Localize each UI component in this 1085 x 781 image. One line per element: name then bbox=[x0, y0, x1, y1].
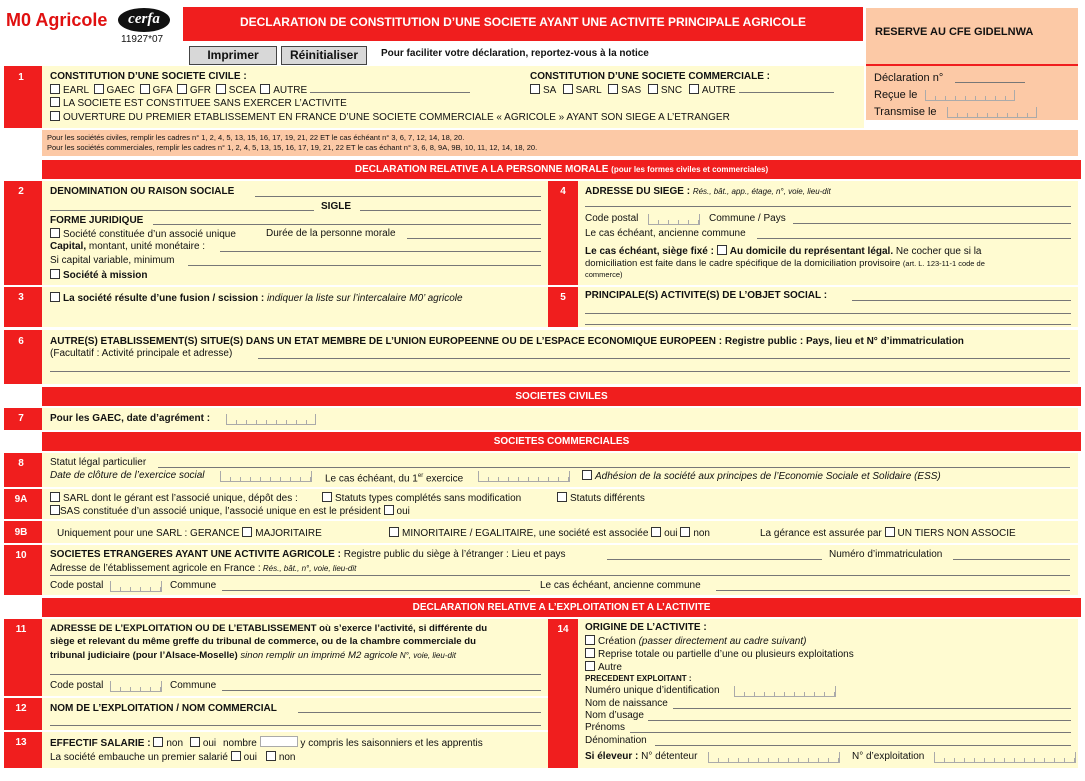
domicile-label: Au domicile du représentant légal. bbox=[729, 246, 894, 257]
premier-salarie-oui-checkbox[interactable] bbox=[231, 751, 241, 761]
capital-label: montant, unité monétaire : bbox=[86, 241, 206, 252]
cloture-field[interactable] bbox=[220, 471, 312, 482]
creation-label: Création bbox=[598, 636, 636, 647]
band-personne-morale bbox=[42, 160, 1081, 179]
band-personne-morale-sub: (pour les formes civiles et commerciales) bbox=[611, 165, 769, 174]
ess-label: Adhésion de la société aux principes de l’Economie Sociale et Solidaire (ESS) bbox=[595, 471, 941, 482]
section-13-number: 13 bbox=[15, 737, 27, 748]
ouverture-checkbox[interactable] bbox=[50, 111, 60, 121]
sarl-gerant-label: SARL dont le gérant est l’associé unique, dépôt des : bbox=[63, 493, 298, 504]
sigle-label: SIGLE bbox=[321, 201, 352, 212]
statuts-differents-row bbox=[557, 492, 645, 505]
forme-juridique-label: FORME JURIDIQUE bbox=[50, 215, 144, 226]
premier-exercice-label bbox=[325, 470, 463, 485]
band-personne-morale-title: DECLARATION RELATIVE A LA PERSONNE MORALE bbox=[354, 164, 609, 175]
cerfa-number: 11927*07 bbox=[121, 34, 164, 45]
capital-row bbox=[50, 241, 205, 253]
mission-checkbox[interactable] bbox=[50, 269, 60, 279]
adresse-exploitation-l1: ADRESSE DE L’EXPLOITATION OU DE L’ETABLISSEMENT où s’exerce l’activité, si différente du bbox=[50, 623, 488, 634]
associee-oui-label: oui bbox=[664, 528, 678, 539]
sarl-gerant-row bbox=[50, 492, 298, 505]
section-9b-number: 9B bbox=[14, 527, 28, 538]
activites-label: PRINCIPALE(S) ACTIVITE(S) DE L’OBJET SOCIAL : bbox=[585, 290, 828, 301]
snc-label: SNC bbox=[660, 85, 683, 96]
siege-fixe-row bbox=[585, 245, 982, 258]
statuts-differents-label: Statuts différents bbox=[570, 493, 645, 504]
premier-exercice-text-2: exercice bbox=[423, 473, 464, 485]
autre-origine-checkbox[interactable] bbox=[585, 661, 595, 671]
reprise-row bbox=[585, 648, 854, 661]
minoritaire-checkbox[interactable] bbox=[389, 527, 399, 537]
autre-commerciale-checkbox[interactable] bbox=[689, 84, 699, 94]
siege-fixe-text: Ne cocher que si la bbox=[893, 246, 982, 257]
etablissement-ue-facultatif: (Facultatif : Activité principale et adresse) bbox=[50, 348, 233, 359]
siege-ancienne-label: Le cas échéant, ancienne commune bbox=[585, 228, 746, 239]
gfr-checkbox[interactable] bbox=[177, 84, 187, 94]
effectif-non-label: non bbox=[166, 738, 184, 749]
mission-row bbox=[50, 269, 147, 282]
siege-fixe-article: (art. L. 123-11-1 code de bbox=[902, 259, 985, 268]
section-7-number: 7 bbox=[18, 413, 24, 424]
siege-fixe-label: Le cas échéant, siège fixé : bbox=[585, 246, 714, 257]
premier-salarie-label: La société embauche un premier salarié bbox=[50, 752, 228, 763]
print-button[interactable]: Imprimer bbox=[189, 46, 277, 65]
immatriculation-label: Numéro d’immatriculation bbox=[829, 549, 943, 560]
section-6-number: 6 bbox=[18, 336, 24, 347]
creation-checkbox[interactable] bbox=[585, 635, 595, 645]
premier-exercice-sup: er bbox=[417, 473, 424, 479]
cfe-declaration-label: Déclaration n° bbox=[874, 72, 944, 84]
adresse-france-hint: Rés., bât., n°, voie, lieu-dit bbox=[260, 564, 357, 573]
civile-options bbox=[50, 84, 470, 97]
adresse-exploitation-l3 bbox=[50, 650, 456, 662]
sa-label: SA bbox=[543, 85, 556, 96]
mission-label: Société à mission bbox=[63, 270, 148, 281]
section-14-number-col bbox=[548, 619, 578, 768]
saisonniers-label: y compris les saisonniers et les apprentis bbox=[300, 738, 483, 749]
nom-exploitation-field[interactable] bbox=[298, 712, 541, 713]
sas-unique-row bbox=[50, 505, 410, 518]
exploitation-num-field[interactable] bbox=[934, 752, 1076, 763]
eleveur-row bbox=[585, 751, 697, 763]
fusion-row bbox=[50, 292, 463, 305]
nom-naissance-field[interactable] bbox=[673, 708, 1071, 709]
registre-field[interactable] bbox=[607, 559, 822, 560]
exploitation-commune-label: Commune bbox=[170, 680, 217, 691]
autre-civile-field[interactable] bbox=[310, 84, 470, 93]
adresse-exploitation-l2: siège et relevant du même greffe du tribunal de commerce, ou de la chambre commerciale du bbox=[50, 636, 476, 647]
cfe-divider bbox=[866, 64, 1078, 66]
majoritaire-checkbox[interactable] bbox=[242, 527, 252, 537]
etranger-commune-label: Commune bbox=[170, 580, 217, 591]
registre-label: Registre public du siège à l’étranger : Lieu et pays bbox=[340, 549, 566, 560]
minoritaire-label: MINORITAIRE / EGALITAIRE, une société est associée bbox=[402, 528, 649, 539]
associe-unique-label: Société constituée d’un associé unique bbox=[63, 229, 236, 240]
autre-origine-label: Autre bbox=[598, 662, 622, 673]
effectif-oui-label: oui bbox=[202, 738, 217, 749]
activites-field[interactable] bbox=[852, 300, 1071, 301]
associee-oui-checkbox[interactable] bbox=[651, 527, 661, 537]
form-name: M0 Agricole bbox=[6, 10, 108, 30]
eleveur-label: Si éleveur : bbox=[585, 751, 639, 762]
adresse-siege-label: ADRESSE DU SIEGE : bbox=[585, 186, 691, 197]
effectif-oui-checkbox[interactable] bbox=[190, 737, 200, 747]
sas-checkbox[interactable] bbox=[608, 84, 618, 94]
tiers-row bbox=[760, 527, 1016, 540]
band-societes-commerciales: SOCIETES COMMERCIALES bbox=[42, 432, 1081, 451]
gfr-label: GFR bbox=[189, 85, 212, 96]
autre-commerciale-label: AUTRE bbox=[701, 85, 736, 96]
autre-civile-checkbox[interactable] bbox=[260, 84, 270, 94]
capital-field[interactable] bbox=[220, 251, 541, 252]
detenteur-label: N° détenteur bbox=[638, 751, 698, 762]
denomination-field[interactable] bbox=[255, 196, 541, 197]
etranger-cp-field[interactable] bbox=[110, 581, 162, 592]
snc-checkbox[interactable] bbox=[648, 84, 658, 94]
adresse-siege-row bbox=[585, 186, 831, 198]
band-societes-civiles: SOCIETES CIVILES bbox=[42, 387, 1081, 406]
statuts-types-row bbox=[322, 492, 521, 505]
nom-exploitation-label: NOM DE L’EXPLOITATION / NOM COMMERCIAL bbox=[50, 703, 277, 714]
nom-naissance-label: Nom de naissance bbox=[585, 698, 668, 709]
siege-cp-label: Code postal bbox=[585, 213, 639, 224]
creation-row bbox=[585, 635, 806, 648]
section-14-number: 14 bbox=[557, 624, 569, 635]
statut-legal-label: Statut légal particulier bbox=[50, 457, 147, 468]
cerfa-logo-text: cerfa bbox=[128, 11, 160, 27]
commerciale-options bbox=[530, 84, 834, 97]
gaec-checkbox[interactable] bbox=[94, 84, 104, 94]
notice-text: Pour faciliter votre déclaration, reportez-vous à la notice bbox=[381, 48, 649, 59]
cfe-transmise-label: Transmise le bbox=[874, 106, 937, 118]
cfe-declaration-field[interactable] bbox=[955, 82, 1025, 83]
section-2-number: 2 bbox=[18, 186, 24, 197]
sans-exercer-row bbox=[50, 97, 347, 110]
autre-origine-row bbox=[585, 661, 622, 674]
activites-field-2[interactable] bbox=[585, 313, 1071, 314]
adresse-exploitation-l3-italic: sinon remplir un imprimé M2 agricole bbox=[237, 650, 398, 661]
denomination-label: DENOMINATION OU RAISON SOCIALE bbox=[50, 186, 235, 197]
creation-hint: (passer directement au cadre suivant) bbox=[635, 636, 807, 647]
autre-commerciale-field[interactable] bbox=[739, 84, 834, 93]
adresse-france-field[interactable] bbox=[50, 575, 1070, 576]
societes-etrangeres-row bbox=[50, 549, 566, 561]
associe-unique-row bbox=[50, 228, 236, 241]
fusion-label: La société résulte d’une fusion / scission : bbox=[63, 293, 265, 304]
capital-label-bold: Capital, bbox=[50, 241, 87, 252]
gaec-agrement-field[interactable] bbox=[226, 414, 316, 425]
majoritaire-label: MAJORITAIRE bbox=[255, 528, 322, 539]
section-10-number: 10 bbox=[15, 550, 27, 561]
statuts-differents-checkbox[interactable] bbox=[557, 492, 567, 502]
effectif-label: EFFECTIF SALARIE : bbox=[50, 738, 151, 749]
sas-unique-label: SAS constituée d’un associé unique, l’associé unique en est le président bbox=[60, 506, 381, 517]
denomination-precedent-label: Dénomination bbox=[585, 735, 647, 746]
associe-unique-checkbox[interactable] bbox=[50, 228, 60, 238]
adresse-exploitation-hint: N°, voie, lieu-dit bbox=[397, 651, 456, 660]
sans-exercer-checkbox[interactable] bbox=[50, 97, 60, 107]
sarl-label: SARL bbox=[575, 85, 602, 96]
effectif-nombre-field[interactable] bbox=[260, 736, 298, 747]
prenoms-field[interactable] bbox=[630, 732, 1071, 733]
duree-label: Durée de la personne morale bbox=[266, 228, 396, 239]
fusion-hint: indiquer la liste sur l’intercalaire M0’ agricole bbox=[264, 293, 463, 304]
siege-commune-label: Commune / Pays bbox=[709, 213, 786, 224]
statuts-types-checkbox[interactable] bbox=[322, 492, 332, 502]
page-title: DECLARATION DE CONSTITUTION D’UNE SOCIETE AYANT UNE ACTIVITE PRINCIPALE AGRICOLE bbox=[239, 15, 807, 29]
numero-unique-label: Numéro unique d’identification bbox=[585, 685, 720, 696]
denomination-precedent-field[interactable] bbox=[655, 745, 1071, 746]
capital-variable-field[interactable] bbox=[188, 265, 541, 266]
associee-non-checkbox[interactable] bbox=[680, 527, 690, 537]
minoritaire-row bbox=[389, 527, 710, 540]
cerfa-logo bbox=[118, 8, 170, 32]
sarl-gerant-checkbox[interactable] bbox=[50, 492, 60, 502]
adresse-siege-field[interactable] bbox=[585, 206, 1071, 207]
section-1-number: 1 bbox=[18, 72, 24, 83]
statut-legal-field[interactable] bbox=[158, 467, 1070, 468]
section-8-number: 8 bbox=[18, 458, 24, 469]
societes-etrangeres-label: SOCIETES ETRANGERES AYANT UNE ACTIVITE AGRICOLE : bbox=[50, 549, 341, 560]
section-12-number: 12 bbox=[15, 703, 27, 714]
earl-checkbox[interactable] bbox=[50, 84, 60, 94]
cfe-recue-label: Reçue le bbox=[874, 89, 918, 101]
detenteur-field[interactable] bbox=[708, 752, 840, 763]
reprise-checkbox[interactable] bbox=[585, 648, 595, 658]
section-4-number: 4 bbox=[560, 186, 566, 197]
scea-checkbox[interactable] bbox=[216, 84, 226, 94]
nom-usage-field[interactable] bbox=[648, 720, 1071, 721]
sas-label: SAS bbox=[621, 85, 642, 96]
adresse-exploitation-l3-bold: tribunal judiciaire (pour l’Alsace-Moselle) bbox=[50, 650, 238, 661]
adresse-exploitation-field[interactable] bbox=[50, 674, 541, 675]
exploitation-num-label: N° d’exploitation bbox=[852, 751, 925, 762]
sas-oui-label: oui bbox=[396, 506, 410, 517]
effectif-row bbox=[50, 736, 483, 750]
sa-checkbox[interactable] bbox=[530, 84, 540, 94]
note-civiles: Pour les sociétés civiles, remplir les cadres n° 1, 2, 4, 5, 13, 15, 16, 17, 19, 21, 22 ET le cas échéant n° 3, 6, 7, 12, 14, 18, 20. bbox=[47, 133, 465, 142]
domicile-checkbox[interactable] bbox=[717, 245, 727, 255]
numero-unique-field[interactable] bbox=[734, 686, 836, 697]
etranger-commune-field[interactable] bbox=[222, 590, 530, 591]
adresse-france-label: Adresse de l’établissement agricole en France : bbox=[50, 563, 261, 574]
section-3-number: 3 bbox=[18, 292, 24, 303]
gaec-agrement-label: Pour les GAEC, date d’agrément : bbox=[50, 413, 211, 424]
effectif-nombre-label: nombre bbox=[222, 738, 257, 749]
reprise-label: Reprise totale ou partielle d’une ou plusieurs exploitations bbox=[598, 649, 854, 660]
section-5-number: 5 bbox=[560, 292, 566, 303]
premier-exercice-field[interactable] bbox=[478, 471, 570, 482]
sigle-field[interactable] bbox=[360, 210, 541, 211]
prenoms-label: Prénoms bbox=[585, 722, 626, 733]
immatriculation-field[interactable] bbox=[953, 559, 1070, 560]
denomination-field-2[interactable] bbox=[50, 210, 314, 211]
associee-non-label: non bbox=[693, 528, 710, 539]
sas-unique-checkbox[interactable] bbox=[50, 505, 60, 515]
ess-checkbox[interactable] bbox=[582, 470, 592, 480]
siege-ancienne-field[interactable] bbox=[757, 238, 1071, 239]
nom-exploitation-field-2[interactable] bbox=[50, 725, 541, 726]
assure-label: La gérance est assurée par bbox=[760, 528, 882, 539]
ess-row bbox=[582, 470, 941, 483]
etablissement-ue-field-2[interactable] bbox=[50, 371, 1070, 372]
etablissement-ue-label: AUTRE(S) ETABLISSEMENT(S) SITUE(S) DANS UN ETAT MEMBRE DE L’UNION EUROPEENNE OU DE L’ESPACE ECONOMIQUE EUROPEEN : Registre public : Pays, lieu et N° d’immatriculation bbox=[50, 336, 964, 347]
sarl-checkbox[interactable] bbox=[563, 84, 573, 94]
etranger-cp-label: Code postal bbox=[50, 580, 104, 591]
sas-oui-checkbox[interactable] bbox=[384, 505, 394, 515]
adresse-siege-hint: Rés., bât., app., étage, n°, voie, lieu-dit bbox=[692, 187, 831, 196]
reset-button[interactable]: Réinitialiser bbox=[281, 46, 367, 65]
civile-heading: CONSTITUTION D’UNE SOCIETE CIVILE : bbox=[50, 71, 247, 82]
precedent-label: PRECEDENT EXPLOITANT : bbox=[585, 674, 692, 683]
gerance-row bbox=[57, 527, 322, 540]
exploitation-cp-field[interactable] bbox=[110, 681, 162, 692]
ouverture-label: OUVERTURE DU PREMIER ETABLISSEMENT EN FRANCE D’UNE SOCIETE COMMERCIALE « AGRICOLE » AYANT SON SIEGE A L’ETRANGER bbox=[63, 112, 730, 123]
premier-salarie-non-checkbox[interactable] bbox=[266, 751, 276, 761]
tiers-label: UN TIERS NON ASSOCIE bbox=[897, 528, 1016, 539]
exploitation-cp-label: Code postal bbox=[50, 680, 104, 691]
etranger-ancienne-field[interactable] bbox=[716, 590, 1070, 591]
etablissement-ue-field[interactable] bbox=[258, 358, 1070, 359]
origine-label: ORIGINE DE L’ACTIVITE : bbox=[585, 622, 707, 633]
cfe-transmise-field[interactable] bbox=[947, 107, 1037, 118]
premier-salarie-oui-label: oui bbox=[243, 752, 258, 763]
autre-civile-label: AUTRE bbox=[273, 85, 308, 96]
siege-fixe-text-2: domiciliation est faite dans le cadre spécifique de la domiciliation provisoire bbox=[585, 258, 901, 269]
gerance-label: Uniquement pour une SARL : GERANCE bbox=[57, 528, 240, 539]
siege-fixe-row-3: commerce) bbox=[585, 270, 623, 279]
ouverture-row bbox=[50, 111, 730, 124]
commerciale-heading: CONSTITUTION D’UNE SOCIETE COMMERCIALE : bbox=[530, 71, 770, 82]
cloture-label: Date de clôture de l’exercice social bbox=[50, 470, 205, 481]
scea-label: SCEA bbox=[228, 85, 256, 96]
section-9a-number: 9A bbox=[14, 494, 28, 505]
siege-fixe-row-2 bbox=[585, 258, 985, 270]
nom-usage-label: Nom d’usage bbox=[585, 710, 644, 721]
gfa-label: GFA bbox=[152, 85, 173, 96]
fusion-checkbox[interactable] bbox=[50, 292, 60, 302]
tiers-checkbox[interactable] bbox=[885, 527, 895, 537]
statuts-types-label: Statuts types complétés sans modification bbox=[335, 493, 522, 504]
etranger-ancienne-label: Le cas échéant, ancienne commune bbox=[540, 580, 701, 591]
sans-exercer-label: LA SOCIETE EST CONSTITUEE SANS EXERCER L’ACTIVITE bbox=[63, 98, 347, 109]
siege-cp-field[interactable] bbox=[648, 214, 700, 225]
gfa-checkbox[interactable] bbox=[140, 84, 150, 94]
gaec-label: GAEC bbox=[106, 85, 135, 96]
premier-salarie-row bbox=[50, 751, 296, 764]
exploitation-commune-field[interactable] bbox=[222, 690, 541, 691]
premier-exercice-text: Le cas échéant, du 1 bbox=[325, 473, 418, 485]
section-11-number: 11 bbox=[15, 624, 27, 635]
band-exploitation: DECLARATION RELATIVE A L’EXPLOITATION ET A L’ACTIVITE bbox=[42, 598, 1081, 617]
siege-commune-field[interactable] bbox=[793, 223, 1071, 224]
forme-juridique-field[interactable] bbox=[153, 224, 541, 225]
cfe-title: RESERVE AU CFE GIDELNWA bbox=[875, 26, 1034, 38]
earl-label: EARL bbox=[63, 85, 89, 96]
premier-salarie-non-label: non bbox=[278, 752, 296, 763]
cfe-recue-field[interactable] bbox=[925, 90, 1015, 101]
activites-field-3[interactable] bbox=[585, 324, 1071, 325]
capital-variable-label: Si capital variable, minimum bbox=[50, 255, 175, 266]
note-commerciales: Pour les sociétés commerciales, remplir les cadres n° 1, 2, 4, 5, 13, 15, 16, 17, 19, 21, 22 ET le cas échant n° 3, 6, 8, 9A, 9B, 10, 11, 12, 14, 18, 20. bbox=[47, 143, 538, 152]
adresse-france-row bbox=[50, 563, 356, 575]
duree-field[interactable] bbox=[407, 238, 541, 239]
effectif-non-checkbox[interactable] bbox=[153, 737, 163, 747]
